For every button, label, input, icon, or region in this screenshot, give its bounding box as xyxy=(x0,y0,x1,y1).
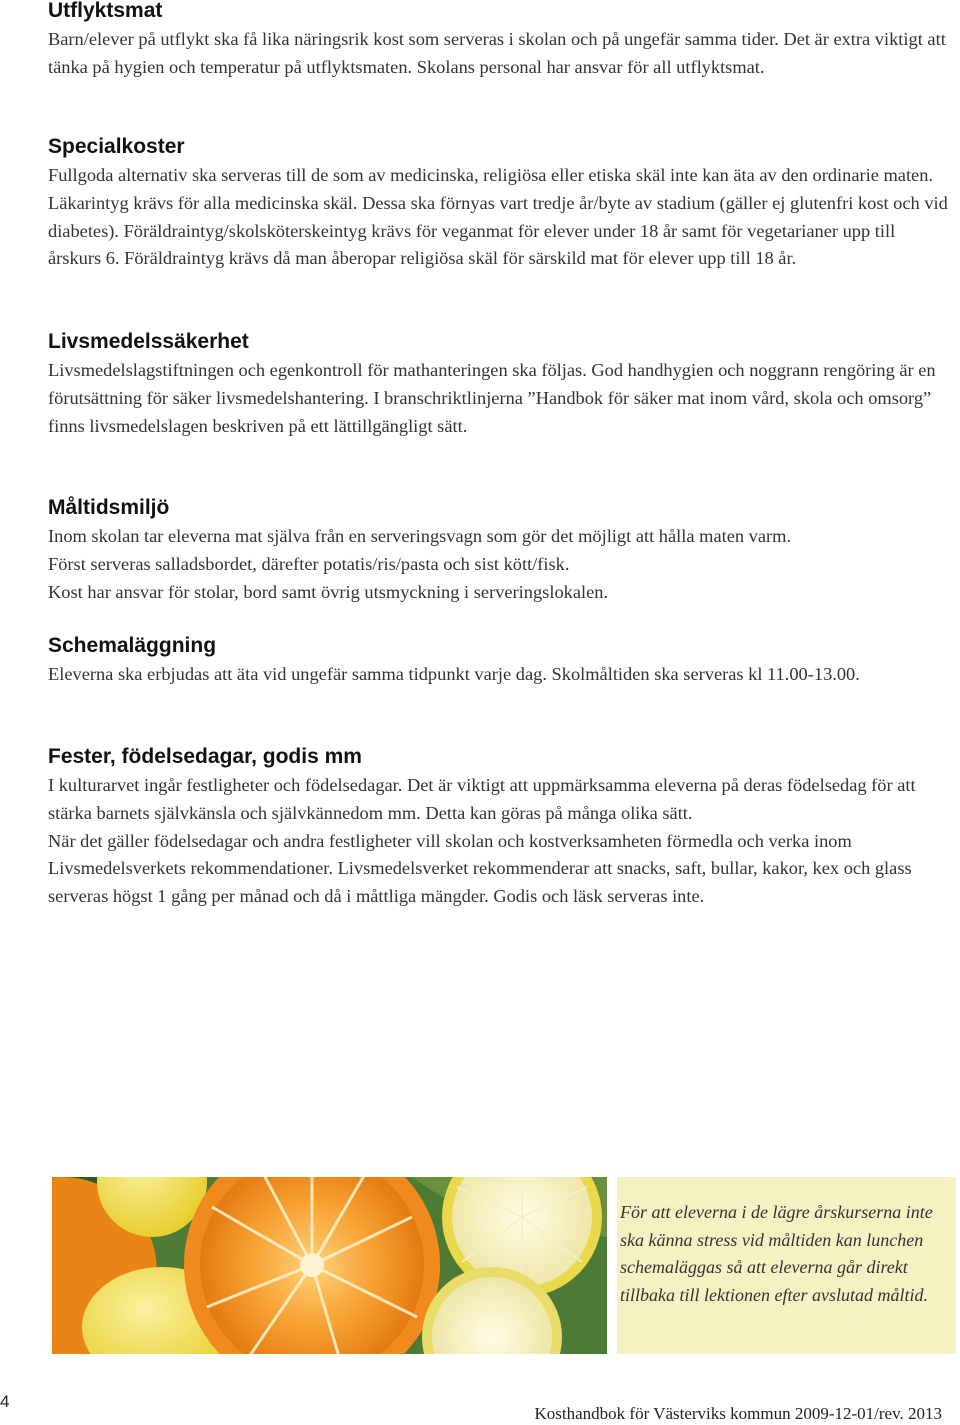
section-schemalaggning xyxy=(48,633,860,689)
section-body: Kost har ansvar för stolar, bord samt övrig utsmyckning i serveringslokalen. xyxy=(48,581,609,602)
section-body: Barn/elever på utflykt ska få lika näringsrik kost som serveras i skolan och på ungefär samma tider. Det är extra viktigt att tänka på hygien och temperatur på utflyktsmaten. Skolans personal har ansvar för all utflyktsmat. xyxy=(48,29,946,77)
section-utflyktsmat xyxy=(48,0,948,82)
callout-box xyxy=(617,1177,956,1354)
section-heading: Schemaläggning xyxy=(48,634,217,657)
section-heading: Specialkoster xyxy=(48,135,185,158)
section-fester xyxy=(48,744,948,911)
callout-text: För att eleverna i de lägre årskurserna inte ska känna stress vid måltiden kan lunchen schemaläggas så att eleverna går direkt tillbaka till lektionen efter avslutad måltid. xyxy=(620,1202,933,1305)
section-heading: Livsmedelssäkerhet xyxy=(48,330,249,353)
section-maltidsmiljo xyxy=(48,495,791,606)
section-body: Eleverna ska erbjudas att äta vid ungefär samma tidpunkt varje dag. Skolmåltiden ska serveras kl 11.00-13.00. xyxy=(48,664,860,684)
page-footer: Kosthandbok för Västerviks kommun 2009-12-01/rev. 2013 xyxy=(534,1404,942,1423)
section-specialkoster xyxy=(48,134,948,273)
section-heading: Fester, födelsedagar, godis mm xyxy=(48,745,362,768)
section-livsmedelssakerhet xyxy=(48,329,948,440)
section-heading: Måltidsmiljö xyxy=(48,496,170,519)
citrus-photo xyxy=(52,1177,607,1354)
section-body: Livsmedelslagstiftningen och egenkontroll för mathanteringen ska följas. God handhygien och noggrann rengöring är en förutsättning för säker livsmedelshantering. I branschriktlinjerna ”Handbok för säker mat inom vård, skola och omsorg” finns livsmedelslagen beskriven på ett lättillgängligt sätt. xyxy=(48,360,936,436)
section-body: När det gäller födelsedagar och andra festligheter vill skolan och kostverksamheten förmedla och verka inom Livsmedelsverkets rekommendationer. Livsmedelsverket rekommenderar att snacks, saft, bullar, kakor, kex och glass serveras högst 1 gång per månad och då i måttliga mängder. Godis och läsk serveras inte. xyxy=(48,830,912,907)
section-body: Inom skolan tar eleverna mat själva från en serveringsvagn som gör det möjligt att hålla maten varm. xyxy=(48,526,792,546)
page-number: 4 xyxy=(0,1392,10,1411)
section-body: Först serveras salladsbordet, därefter potatis/ris/pasta och sist kött/fisk. xyxy=(48,553,570,574)
section-heading: Utflyktsmat xyxy=(48,0,163,22)
section-body: Fullgoda alternativ ska serveras till de som av medicinska, religiösa eller etiska skäl inte kan äta av den ordinarie maten. Läkarintyg krävs för alla medicinska skäl. Dessa ska förnyas vart tredje år/byte av stadium (gäller ej glutenfri kost och vid diabetes). Föräldraintyg/skolsköterskeintyg krävs för veganmat för elever under 18 år samt för vegetarianer upp till årskurs 6. Föräldraintyg krävs då man åberopar religiösa skäl för särskild mat för elever upp till 18 år. xyxy=(48,165,948,269)
section-body: I kulturarvet ingår festligheter och födelsedagar. Det är viktigt att uppmärksamma eleverna på deras födelsedag för att stärka barnets självkänsla och självkännedom mm. Detta kan göras på många olika sätt. xyxy=(48,775,916,823)
